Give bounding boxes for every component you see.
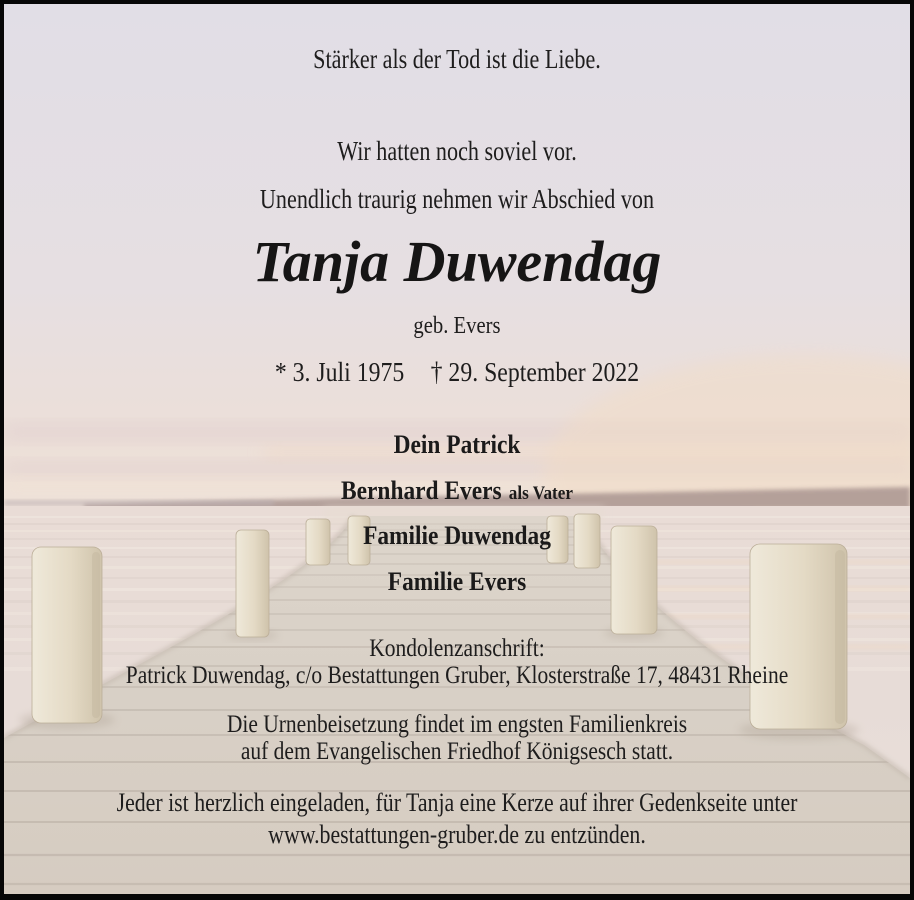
condolence-heading: Kondolenzanschrift: [369,635,545,662]
mourner-line [49,567,864,597]
mourner-relation: als Vater [508,483,573,504]
obituary-text [4,4,910,894]
condolence-address: Patrick Duwendag, c/o Bestattungen Gruber, Klosterstraße 17, 48431 Rheine [125,662,789,689]
burial-info-line-2: auf dem Evangelischen Friedhof Königsesch statt. [240,738,674,765]
epigraph-line: Stärker als der Tod ist die Liebe. [313,44,601,74]
mourner-line [49,430,864,460]
birth-date: * 3. Juli 1975 [274,357,405,387]
mourner-name: Familie Duwendag [363,521,551,550]
candle-invite-line-1: Jeder ist herzlich eingeladen, für Tanja eine Kerze auf ihrer Gedenkseite unter [116,788,798,817]
death-date: † 29. September 2022 [430,357,640,387]
mourner-name: Bernhard Evers [341,476,502,505]
mourner-line [49,476,864,506]
candle-invite-line-2: www.bestattungen-gruber.de zu entzünden. [268,820,646,849]
deceased-name: Tanja Duwendag [252,229,662,294]
quote-line: Wir hatten noch soviel vor. [337,136,577,166]
mourner-line [49,521,864,551]
intro-line: Unendlich traurig nehmen wir Abschied von [259,184,655,214]
mourner-name: Familie Evers [387,567,527,596]
maiden-name: geb. Evers [413,313,501,339]
burial-info-line-1: Die Urnenbeisetzung findet im engsten Familienkreis [226,711,688,738]
life-dates [58,357,855,388]
memorial-card [4,4,910,894]
mourner-name: Dein Patrick [393,430,521,459]
